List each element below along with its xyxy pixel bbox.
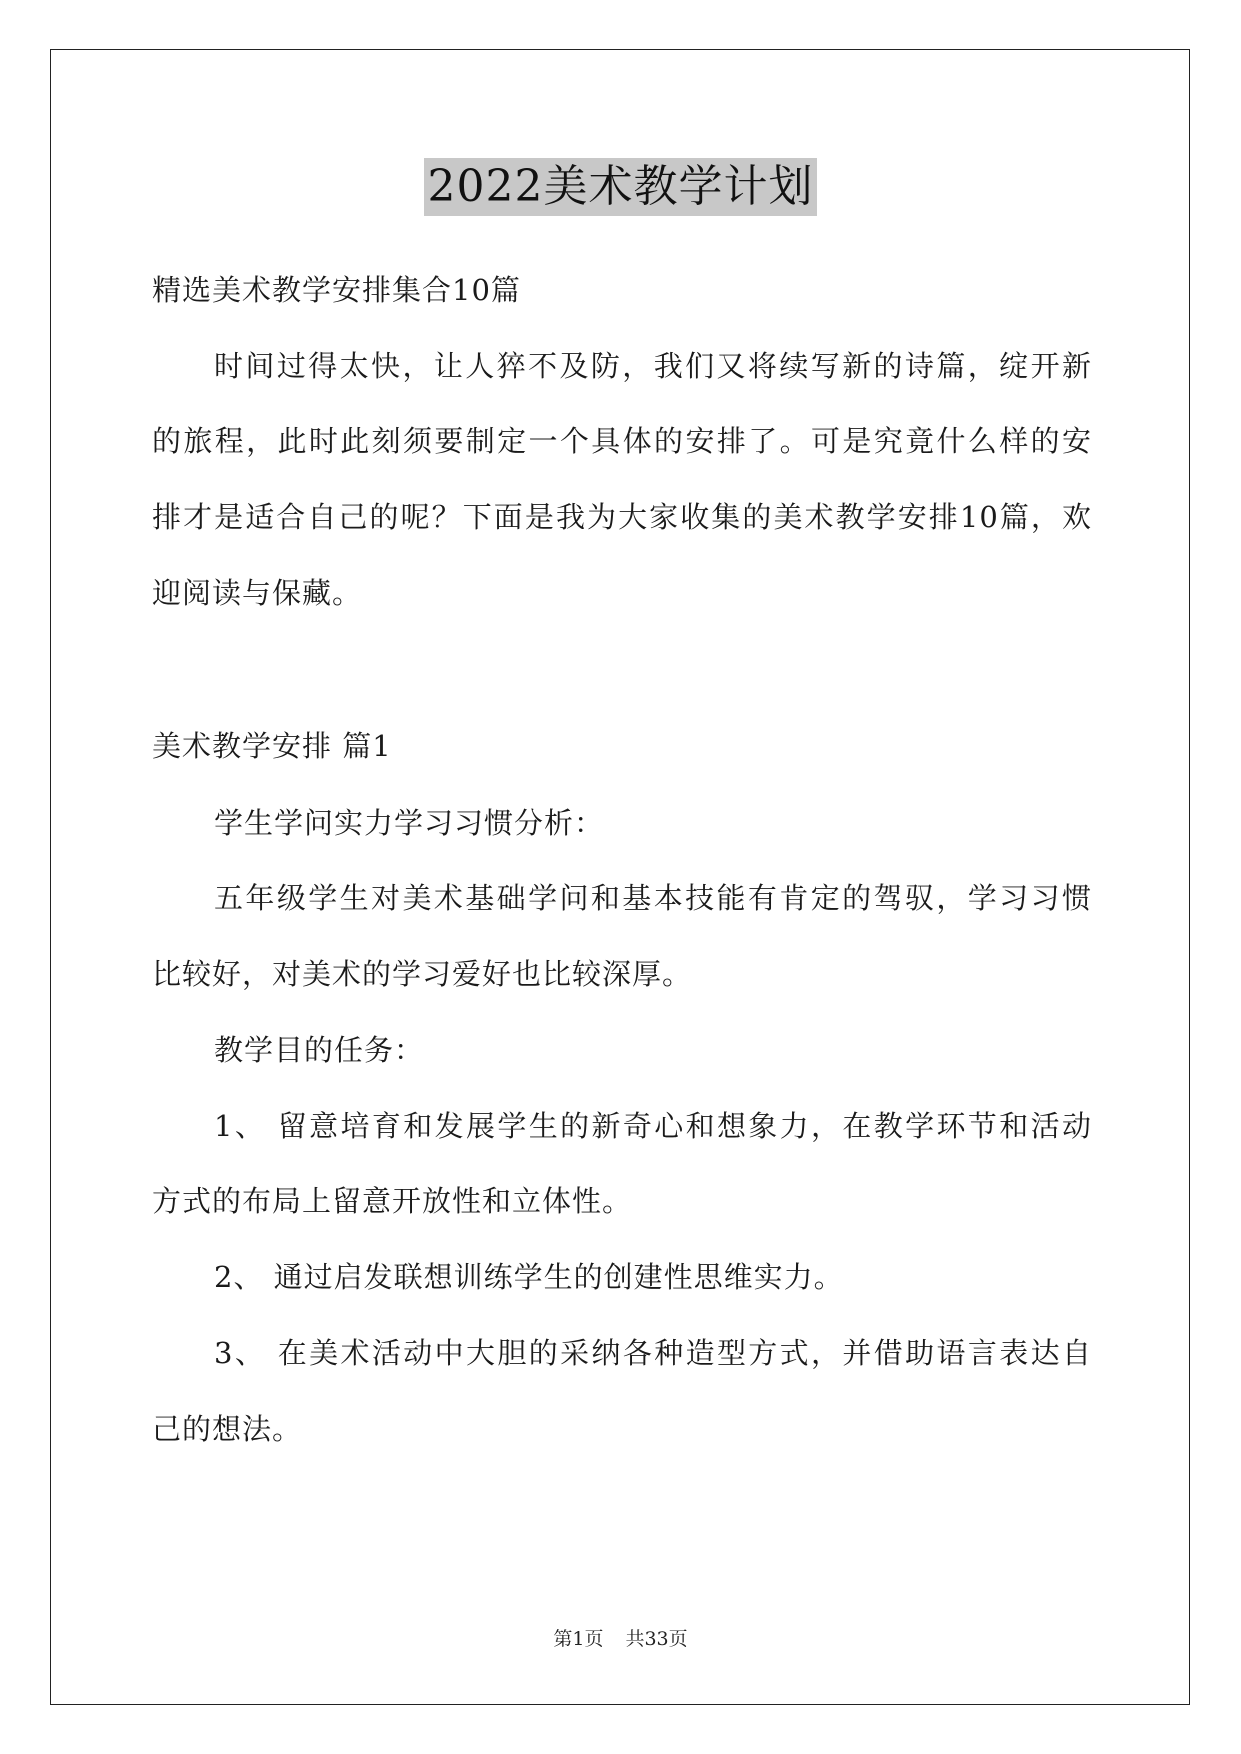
body-line: 3、 在美术活动中大胆的采纳各种造型方式，并借助语言表达自 [214,1336,1092,1370]
page-number: 第1页 [553,1628,604,1650]
intro-line: 的旅程，此时此刻须要制定一个具体的安排了。可是究竟什么样的安 [152,424,1092,458]
body-line: 1、 留意培育和发展学生的新奇心和想象力，在教学环节和活动 [214,1109,1092,1143]
body-line: 比较好，对美术的学习爱好也比较深厚。 [152,957,693,991]
body-line: 2、 通过启发联想训练学生的创建性思维实力。 [214,1260,844,1294]
intro-line: 时间过得太快，让人猝不及防，我们又将续写新的诗篇，绽开新 [214,349,1092,383]
document-title: 2022美术教学计划 [424,158,818,216]
body-line: 方式的布局上留意开放性和立体性。 [152,1184,633,1218]
body-line: 教学目的任务： [214,1033,425,1067]
body-line: 五年级学生对美术基础学问和基本技能有肯定的驾驭，学习习惯 [214,881,1092,915]
body-line: 己的想法。 [152,1412,303,1446]
document-subtitle: 精选美术教学安排集合10篇 [152,273,521,307]
title-container [0,158,1241,216]
page-total: 共33页 [625,1628,688,1650]
section-heading: 美术教学安排 篇1 [152,729,392,763]
body-line: 学生学问实力学习习惯分析： [214,806,605,840]
intro-line: 排才是适合自己的呢？下面是我为大家收集的美术教学安排10篇，欢 [152,500,1092,534]
intro-line: 迎阅读与保藏。 [152,576,363,610]
page-footer [0,1626,1241,1652]
